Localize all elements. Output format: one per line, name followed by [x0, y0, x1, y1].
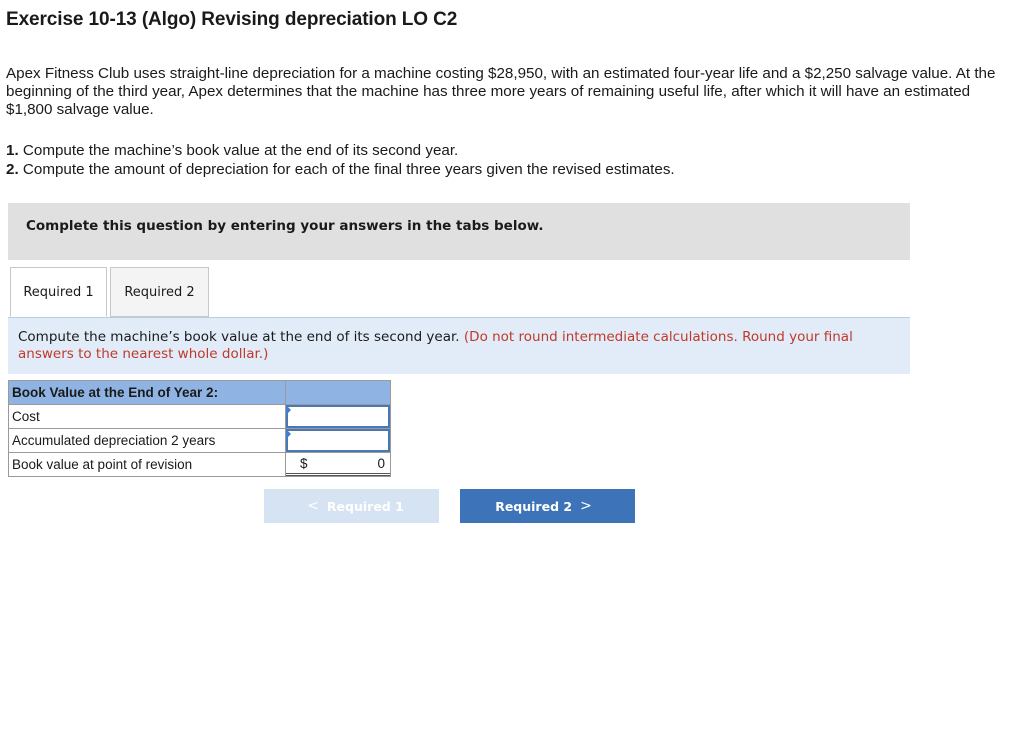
question-list: [6, 141, 1006, 179]
tab-required-2[interactable]: Required 2: [110, 267, 209, 317]
book-value-table: [8, 380, 391, 477]
currency-symbol: $: [300, 455, 308, 471]
instruction-text: Complete this question by entering your answers in the tabs below.: [26, 218, 544, 234]
question-item-2: [6, 160, 1006, 179]
next-button-label: Required 2: [495, 498, 573, 514]
page-title: Exercise 10-13 (Algo) Revising depreciation LO C2: [6, 9, 458, 30]
instruction-banner: [8, 203, 910, 260]
tab-required-1[interactable]: Required 1: [10, 267, 107, 317]
row-label-accumulated-depreciation: Accumulated depreciation 2 years: [9, 429, 286, 453]
next-button[interactable]: [460, 489, 635, 523]
table-header-label: Book Value at the End of Year 2:: [9, 381, 286, 405]
chevron-left-icon: <: [307, 498, 319, 514]
prompt-text: [18, 329, 888, 363]
table-header-row: [9, 381, 391, 405]
cost-cell: [286, 405, 391, 429]
rounding-note: (Do not round intermediate calculations. Round your final answers to the nearest whole dollar.): [18, 329, 853, 362]
chevron-right-icon: >: [580, 498, 592, 514]
table-row: [9, 405, 391, 429]
question-number: 1.: [6, 142, 19, 159]
table-header-value: [286, 381, 391, 405]
previous-button[interactable]: [264, 489, 439, 523]
book-value-total: [286, 453, 390, 476]
previous-button-label: Required 1: [326, 498, 404, 514]
problem-statement: Apex Fitness Club uses straight-line depreciation for a machine costing $28,950, with an estimated four-year life and a $2,250 salvage value. At the beginning of the third year, Apex determines that the machine has three more years of remaining useful life, after which it will have an estimated $1,800 salvage value.: [6, 65, 996, 118]
book-value-amount: 0: [377, 455, 385, 471]
table-row: [9, 429, 391, 453]
question-item-1: [6, 141, 1006, 160]
row-label-cost: Cost: [9, 405, 286, 429]
accumulated-depreciation-input[interactable]: [286, 429, 390, 452]
book-value-cell: [286, 453, 391, 477]
prompt-question: Compute the machine’s book value at the end of its second year.: [18, 329, 460, 345]
question-text: Compute the machine’s book value at the end of its second year.: [22, 142, 459, 159]
accumulated-depreciation-cell: [286, 429, 391, 453]
prompt-panel: [8, 317, 910, 374]
cost-input[interactable]: [286, 405, 390, 428]
row-label-book-value: Book value at point of revision: [9, 453, 286, 477]
table-row: [9, 453, 391, 477]
question-number: 2.: [6, 161, 19, 178]
question-text: Compute the amount of depreciation for each of the final three years given the revised estimates.: [22, 161, 675, 178]
